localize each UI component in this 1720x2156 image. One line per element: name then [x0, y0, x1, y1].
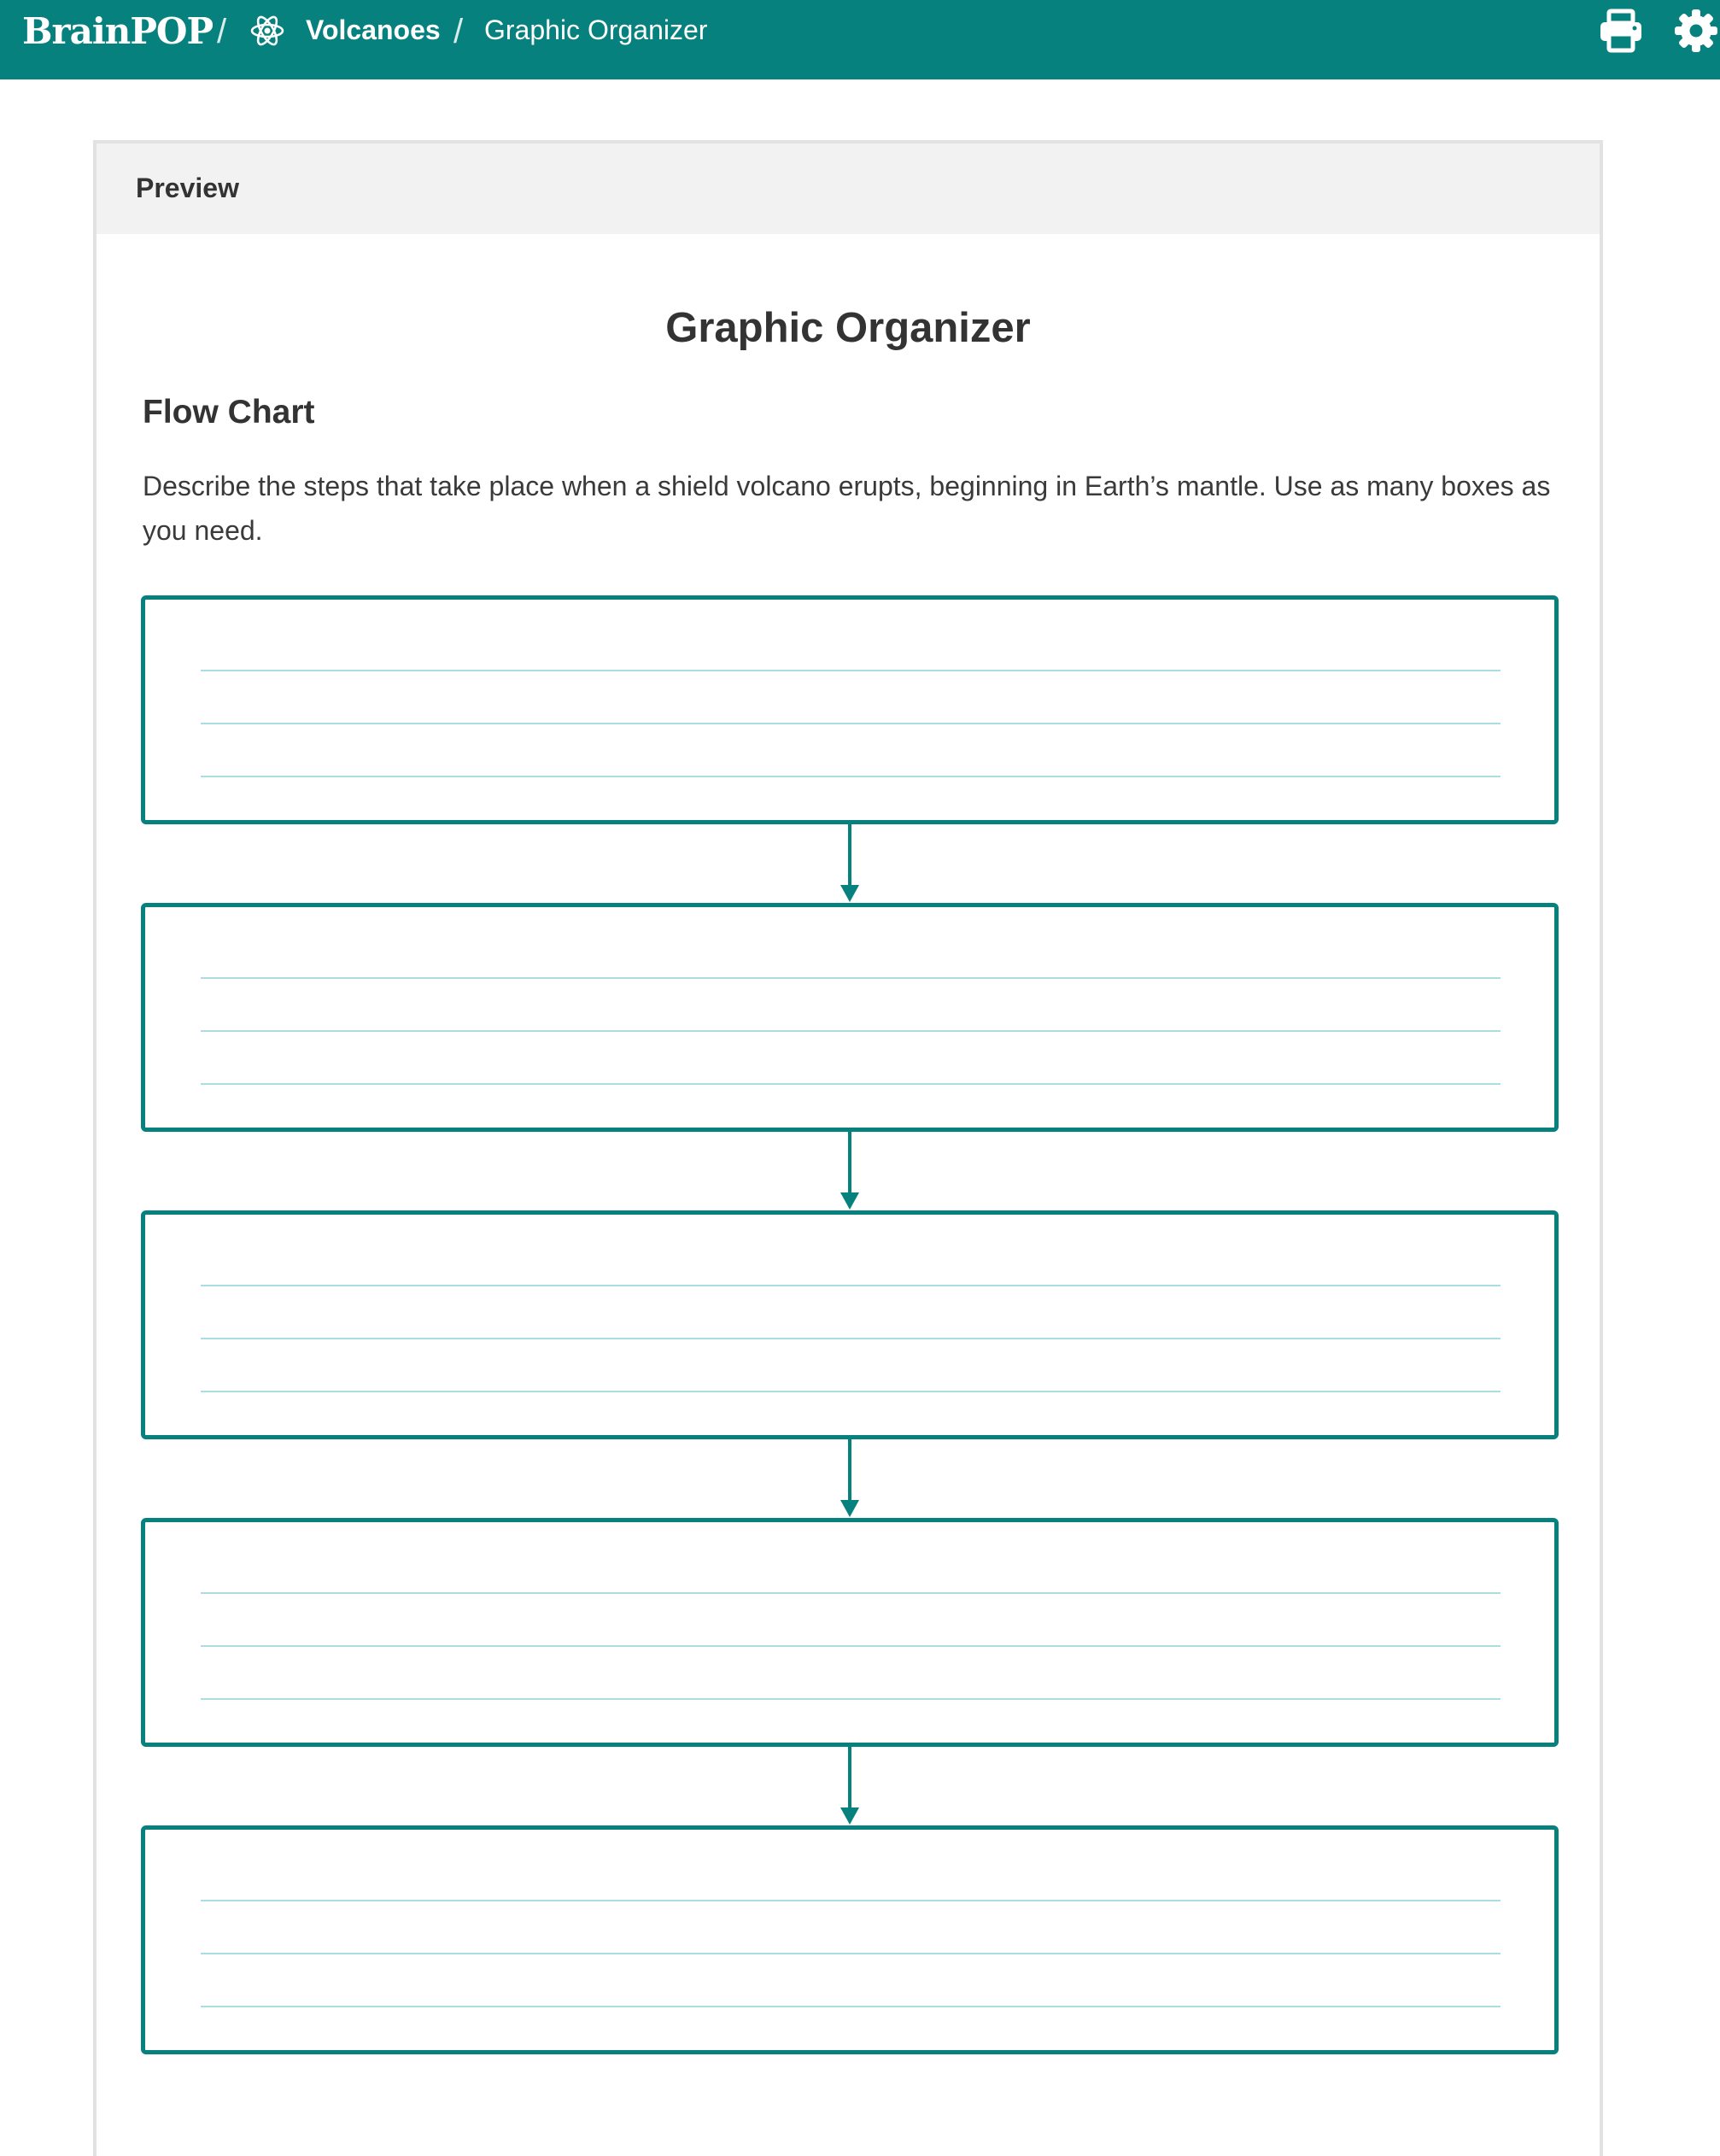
writing-line [201, 1592, 1501, 1594]
arrow-down-icon [840, 1438, 860, 1517]
breadcrumb-separator: / [217, 13, 227, 50]
printer-icon[interactable] [1597, 7, 1645, 55]
section-title: Flow Chart [143, 394, 315, 431]
writing-line [201, 776, 1501, 777]
breadcrumb-separator: / [453, 13, 464, 50]
preview-label: Preview [136, 173, 239, 203]
arrow-down-icon [840, 823, 860, 902]
flow-chart-box-5[interactable] [141, 1825, 1559, 2054]
writing-line [201, 1900, 1501, 1901]
preview-panel-header [97, 144, 1600, 234]
writing-line [201, 723, 1501, 724]
atom-icon [249, 13, 285, 49]
arrow-down-icon [840, 1746, 860, 1825]
brainpop-logo[interactable]: BrainPOP [22, 10, 214, 52]
gear-icon[interactable] [1672, 7, 1720, 55]
breadcrumb-topic-volcanoes[interactable]: Volcanoes [306, 15, 441, 45]
writing-line [201, 977, 1501, 979]
flow-chart-box-2[interactable] [141, 903, 1559, 1132]
writing-line [201, 1083, 1501, 1085]
writing-line [201, 1391, 1501, 1392]
page-title: Graphic Organizer [665, 305, 1031, 351]
instructions-text: Describe the steps that take place when a shield volcano erupts, beginning in Earth’s mantle. Use as many boxes as you need. [143, 471, 1551, 546]
writing-line [201, 670, 1501, 671]
writing-line [201, 1953, 1501, 1954]
writing-line [201, 1338, 1501, 1339]
writing-line [201, 1285, 1501, 1286]
flow-chart-box-1[interactable] [141, 595, 1559, 824]
flow-chart-box-4[interactable] [141, 1518, 1559, 1747]
writing-line [201, 1698, 1501, 1700]
writing-line [201, 2006, 1501, 2007]
writing-line [201, 1030, 1501, 1032]
writing-line [201, 1645, 1501, 1647]
flow-chart-box-3[interactable] [141, 1210, 1559, 1439]
breadcrumb-current-page: Graphic Organizer [484, 15, 708, 45]
arrow-down-icon [840, 1131, 860, 1210]
top-navigation-bar [0, 0, 1720, 79]
